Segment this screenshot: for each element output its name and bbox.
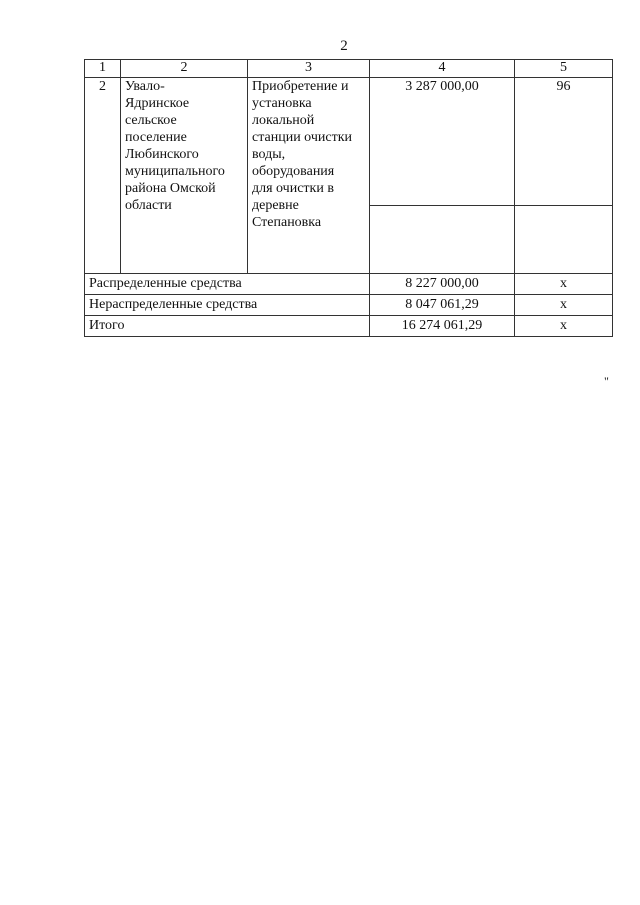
summary-row-undistributed — [85, 295, 613, 316]
summary-mark: x — [515, 316, 613, 337]
page-number: 2 — [340, 38, 348, 54]
header-col-1: 1 — [85, 60, 121, 78]
header-col-4: 4 — [370, 60, 515, 78]
header-col-5: 5 — [515, 60, 613, 78]
table-header-row — [85, 60, 613, 78]
summary-row-distributed — [85, 274, 613, 295]
summary-row-total — [85, 316, 613, 337]
summary-mark: x — [515, 274, 613, 295]
purpose-cell: Приобретение и установка локальной станции очистки воды, оборудования для очистки в деревне Степановка — [248, 78, 370, 274]
summary-mark: x — [515, 295, 613, 316]
summary-label: Нераспределенные средства — [85, 295, 370, 316]
summary-amount: 8 227 000,00 — [370, 274, 515, 295]
amount-cell: 3 287 000,00 — [370, 78, 515, 206]
table-row — [85, 78, 613, 206]
header-col-2: 2 — [121, 60, 248, 78]
share-cell: 96 — [515, 78, 613, 206]
share-subcell — [515, 206, 613, 274]
recipient-cell: Увало- Ядринское сельское поселение Любинского муниципального района Омской области — [121, 78, 248, 274]
closing-quote: " — [604, 374, 609, 388]
summary-amount: 8 047 061,29 — [370, 295, 515, 316]
summary-label: Итого — [85, 316, 370, 337]
header-col-3: 3 — [248, 60, 370, 78]
funds-table — [84, 59, 613, 337]
amount-subcell — [370, 206, 515, 274]
summary-amount: 16 274 061,29 — [370, 316, 515, 337]
row-number: 2 — [85, 78, 121, 274]
summary-label: Распределенные средства — [85, 274, 370, 295]
